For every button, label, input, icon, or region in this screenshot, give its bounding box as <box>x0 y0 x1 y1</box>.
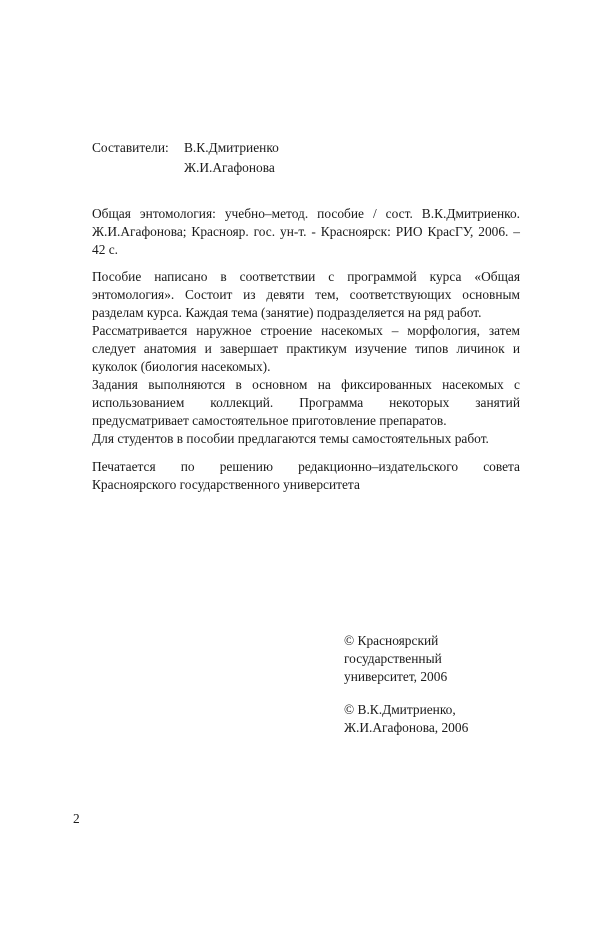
compilers-label-spacer <box>92 159 184 179</box>
copyright-line: университет, 2006 <box>344 669 448 684</box>
abstract <box>92 268 520 448</box>
copyright-line: © Красноярский <box>344 633 439 648</box>
copyright-block <box>344 632 544 752</box>
bibliographic-record: Общая энтомология: учебно–метод. пособие / сост. В.К.Дмитриенко. Ж.И.Агафонова; Краснояр. гос. ун-т. - Красноярск: РИО КрасГУ, 2006. – 42 с. <box>92 206 520 257</box>
compilers-block <box>92 139 512 179</box>
copyright-line: Ж.И.Агафонова, 2006 <box>344 720 469 735</box>
copyright-line: государственный <box>344 651 442 666</box>
copyright-authors <box>344 701 544 737</box>
compilers-label: Составители: <box>92 140 169 155</box>
compiler-name-2: Ж.И.Агафонова <box>184 160 275 175</box>
abstract-paragraph-1: Пособие написано в соответствии с программой курса «Общая энтомология». Состоит из девяти тем, соответствующих основным разделам курса. Каждая тема (занятие) подразделяется на ряд работ. <box>92 269 520 320</box>
abstract-paragraph-3: Задания выполняются в основном на фиксированных насекомых с использованием коллекций. Программа некоторых занятий предусматривает самостоятельное приготовление препаратов. <box>92 377 520 428</box>
abstract-paragraph-4: Для студентов в пособии предлагаются темы самостоятельных работ. <box>92 431 489 446</box>
copyright-university <box>344 632 544 686</box>
copyright-line: © В.К.Дмитриенко, <box>344 702 456 717</box>
compilers-row-1 <box>92 139 512 159</box>
abstract-paragraph-2: Рассматривается наружное строение насекомых – морфология, затем следует анатомия и завершает практикум изучение типов личинок и куколок (биология насекомых). <box>92 323 520 374</box>
compiler-name-1: В.К.Дмитриенко <box>184 140 279 155</box>
page-number: 2 <box>73 811 80 826</box>
compilers-row-2 <box>92 159 512 179</box>
publication-decision: Печатается по решению редакционно–издательского совета Красноярского государственного университета <box>92 459 520 492</box>
